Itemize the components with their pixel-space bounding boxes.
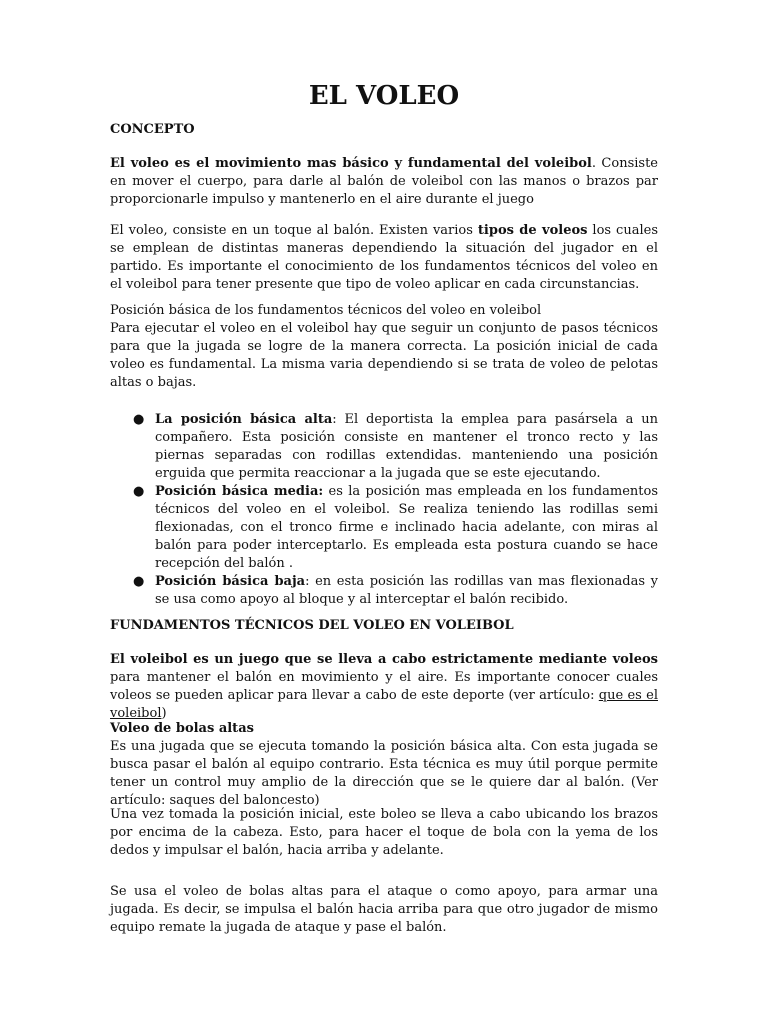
bolas-altas-paragraph-3: Se usa el voleo de bolas altas para el ataque o como apoyo, para armar una jugada. Es decir, se impulsa el balón hacia arriba para que otro jugador de mismo equipo remate la jugada de ataque y pase el balón. [110,884,658,935]
list-item-text: : El deportista la emplea para pasársela a un compañero. Esta posición consiste en mantener el tronco recto y las piernas separadas con rodillas extendidas. manteniendo una posición erguida que permita reaccionar a la jugada que se este ejecutando. [155,412,658,481]
fundamentos-end: ) [161,706,167,721]
concepto-paragraph-1 [110,155,658,209]
posicion-basica-line: Posición básica de los fundamentos técnicos del voleo en voleibol [110,303,542,318]
list-item-bold: La posición básica alta [155,412,333,427]
concepto-p2-bold: tipos de voleos [477,223,588,238]
concepto-p1-bold: El voleo es el movimiento mas básico y fundamental del voleibol [110,156,592,171]
bullet-icon: ● [133,412,145,427]
bullet-icon: ● [133,484,145,499]
list-item-text: es la posición mas empleada en los fundamentos técnicos del voleo en el voleibol. Se realiza teniendo las rodillas semi flexionadas, con el tronco firme e inclinado hacia adelante, con miras al balón para poder interceptarlo. Es empleada esta postura cuando se hace recepción del balón . [155,484,658,571]
list-item-bold: Posición básica media: [155,484,324,499]
fundamentos-text: para mantener el balón en movimiento y el aire. Es importante conocer cuales voleos se pueden aplicar para llevar a cabo de este deporte (ver artículo: [110,670,658,703]
list-item [133,573,658,609]
bolas-altas-paragraph-1: Es una jugada que se ejecuta tomando la posición básica alta. Con esta jugada se busca pasar el balón al equipo contrario. Esta técnica es muy útil porque permite tener un control muy amplio de la dirección que se le quiere dar al balón. (Ver artículo: saques del baloncesto) [110,739,658,808]
list-item [133,483,658,573]
que-es-el-voleibol-link[interactable]: que es el voleibol [110,688,658,721]
bullet-icon: ● [133,574,145,589]
concepto-paragraph-3 [110,302,658,392]
bolas-altas-paragraph-2: Una vez tomada la posición inicial, este boleo se lleva a cabo ubicando los brazos por encima de la cabeza. Esto, para hacer el toque de bola con la yema de los dedos y impulsar el balón, hacia arriba y adelante. [110,807,658,858]
concepto-p3-text: Para ejecutar el voleo en el voleibol hay que seguir un conjunto de pasos técnicos para que la jugada se logre de la manera correcta. La posición inicial de cada voleo es fundamental. La misma varia dependiendo si se trata de voleo de pelotas altas o bajas. [110,321,658,390]
concepto-p2-text-a: El voleo, consiste en un toque al balón. Existen varios [110,223,478,238]
fundamentos-heading: FUNDAMENTOS TÉCNICOS DEL VOLEO EN VOLEIBOL [110,618,514,633]
concepto-p2-text-b: los cuales se emplean de distintas maneras dependiendo la situación del jugador en el partido. Es importante el conocimiento de los fundamentos técnicos del voleo en el voleibol para tener presente que tipo de voleo aplicar en cada circunstancias. [110,223,658,292]
fundamentos-paragraph [110,651,658,723]
concepto-p1-text: . Consiste en mover el cuerpo, para darle al balón de voleibol con las manos o brazos par proporcionarle impulso y mantenerlo en el aire durante el juego [110,156,658,207]
fundamentos-bold: El voleibol es un juego que se lleva a cabo estrictamente mediante voleos [110,652,658,667]
concepto-heading: CONCEPTO [110,122,195,137]
concepto-paragraph-2 [110,222,658,294]
document-title: EL VOLEO [308,81,460,111]
bolas-altas-heading: Voleo de bolas altas [110,721,254,736]
list-item-bold: Posición básica baja [155,574,306,589]
list-item-text: : en esta posición las rodillas van mas flexionadas y se usa como apoyo al bloque y al interceptar el balón recibido. [155,574,658,607]
posiciones-list [133,411,658,609]
list-item [133,411,658,483]
